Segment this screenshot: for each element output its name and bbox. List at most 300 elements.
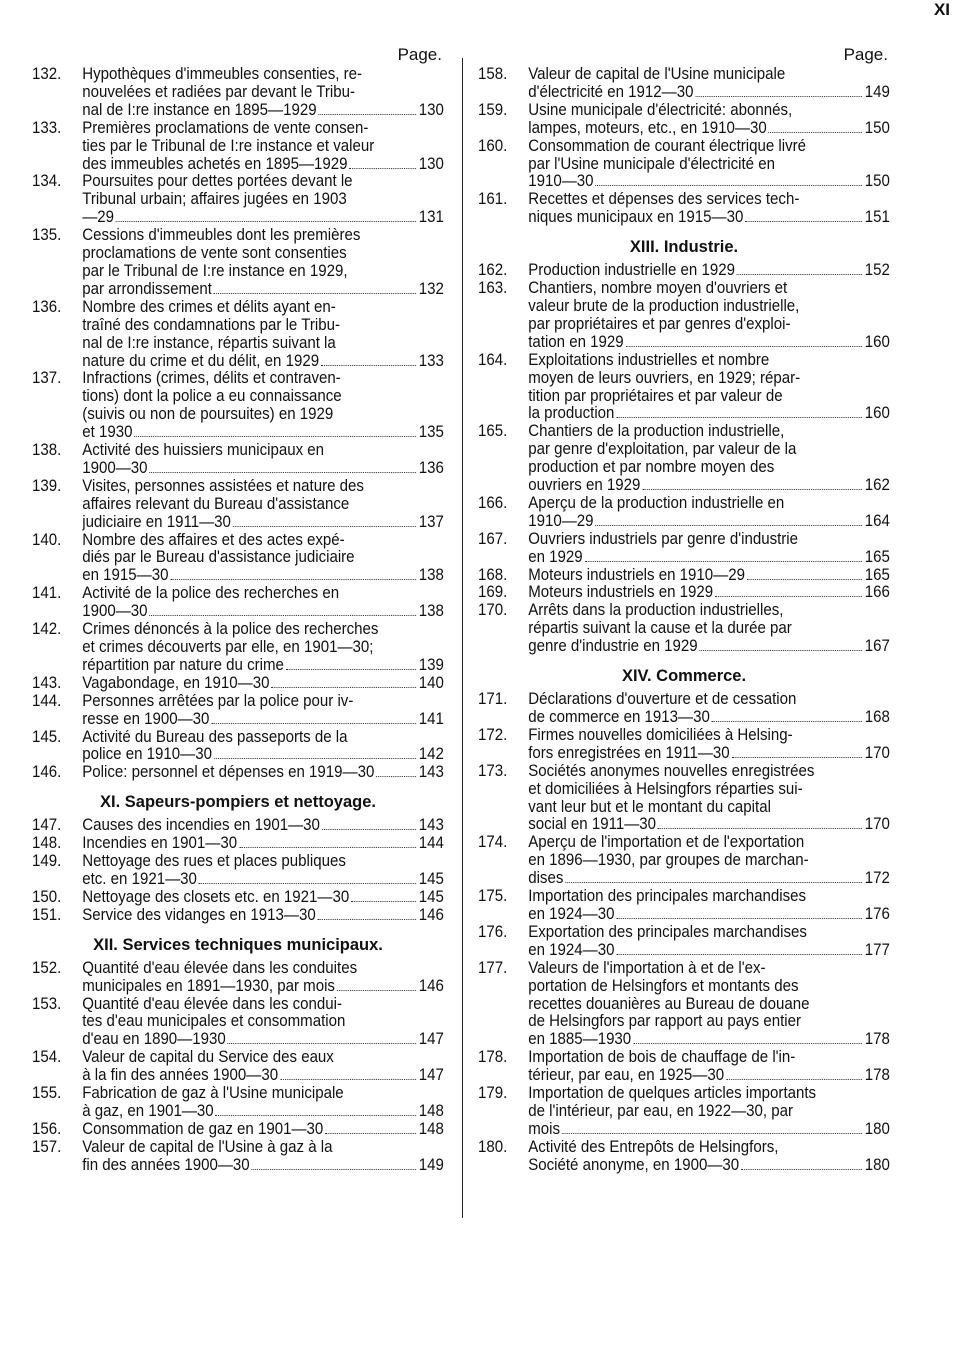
dot-leader [351, 901, 416, 902]
entry-number: 154. [32, 1048, 62, 1067]
entry-last-line [528, 870, 890, 888]
entry-last-line [528, 906, 890, 924]
entry-text-line: Hypothèques d'immeubles consenties, re- [82, 65, 363, 83]
toc-entry [478, 727, 890, 763]
toc-entry [32, 621, 444, 675]
entry-text-line: proclamations de vente sont consenties [82, 244, 347, 263]
entry-last-line [528, 745, 890, 763]
entry-text-line: en 1915—30 [82, 567, 169, 585]
dot-leader [228, 1043, 416, 1044]
entry-text-line: en 1896—1930, par groupes de marchan- [528, 851, 809, 870]
entry-text-line: Nombre des affaires et des actes expé- [82, 530, 345, 549]
entry-last-line [528, 549, 890, 567]
entry-text-line: tes d'eau municipales et consommation [82, 1012, 346, 1031]
entry-last-line [82, 657, 444, 675]
entry-body [528, 102, 890, 138]
toc-entry [478, 191, 890, 227]
entry-body [528, 567, 890, 585]
entry-text-line: par genre d'exploitation, par valeur de la [528, 440, 797, 459]
entry-body [82, 853, 444, 889]
entry-text-line: valeur brute de la production industrielle, [528, 296, 800, 315]
entry-text-line: par arrondissement [82, 280, 212, 298]
entry-text-line: fors enregistrées en 1911—30 [528, 744, 730, 762]
entry-number: 174. [478, 833, 508, 852]
entry-text-line: Activité de la police des recherches en [82, 584, 340, 603]
dot-leader [318, 114, 416, 115]
entry-page-number: 177 [864, 940, 890, 959]
entry-page-number: 137 [418, 512, 444, 531]
toc-entry [32, 442, 444, 478]
entry-page-number: 149 [418, 1155, 444, 1174]
entry-page-number: 165 [864, 547, 890, 566]
toc-entry [32, 693, 444, 729]
entry-text-line: Importation des principales marchandises [528, 887, 807, 906]
entry-text-line: Firmes nouvelles domiciliées à Helsing- [528, 725, 793, 744]
entry-text-line: d'électricité en 1912—30 [528, 83, 694, 101]
left-column [32, 44, 444, 1175]
dot-leader [271, 687, 416, 688]
entry-body [82, 764, 444, 782]
entry-text-line: térieur, par eau, en 1925—30 [528, 1067, 725, 1085]
dot-leader [214, 758, 416, 759]
entry-text-line: Service des vidanges en 1913—30 [82, 906, 316, 924]
entry-body [82, 227, 444, 299]
entry-page-number: 180 [864, 1119, 890, 1138]
dot-leader [233, 526, 416, 527]
toc-entry [32, 1139, 444, 1175]
toc-entry [478, 423, 890, 495]
entry-body [82, 532, 444, 586]
toc-entry [478, 262, 890, 280]
toc-entry [32, 764, 444, 782]
entry-number: 161. [478, 190, 508, 209]
entry-number: 164. [478, 350, 508, 369]
toc-entry [478, 66, 890, 102]
entry-text-line: Consommation de courant électrique livré [528, 136, 807, 155]
entry-last-line [528, 513, 890, 531]
dot-leader [286, 669, 416, 670]
toc-entry [478, 924, 890, 960]
entry-body [528, 262, 890, 280]
entry-number: 152. [32, 958, 62, 977]
entry-page-number: 178 [864, 1066, 890, 1085]
entry-number: 143. [32, 673, 62, 692]
entry-page-number: 139 [418, 655, 444, 674]
entry-last-line [82, 603, 444, 621]
entry-text-line: Poursuites pour dettes portées devant le [82, 172, 353, 191]
entry-last-line [528, 942, 890, 960]
entry-page-number: 148 [418, 1119, 444, 1138]
dot-leader [747, 579, 862, 580]
entry-text-line: Valeur de capital du Service des eaux [82, 1048, 334, 1067]
entry-body [528, 584, 890, 602]
dot-leader [170, 579, 416, 580]
dot-leader [280, 1079, 416, 1080]
entry-body [82, 693, 444, 729]
entry-text-line: 1910—30 [528, 173, 594, 191]
entry-last-line [82, 281, 444, 299]
entry-page-number: 162 [864, 476, 890, 495]
entry-number: 176. [478, 922, 508, 941]
dot-leader [318, 919, 416, 920]
entry-page-number: 170 [864, 743, 890, 762]
entry-body [528, 495, 890, 531]
entry-text-line: Visites, personnes assistées et nature des [82, 476, 364, 495]
dot-leader [149, 615, 416, 616]
entry-page-number: 148 [418, 1101, 444, 1120]
entry-text-line: ouvriers en 1929 [528, 477, 641, 495]
entry-last-line [82, 1031, 444, 1049]
toc-entry [478, 960, 890, 1050]
entry-text-line: et 1930 [82, 424, 133, 442]
toc-entry [32, 960, 444, 996]
dot-leader [211, 723, 416, 724]
entry-text-line: etc. en 1921—30 [82, 870, 197, 888]
entry-number: 156. [32, 1119, 62, 1138]
entry-number: 170. [478, 601, 508, 620]
entry-page-number: 142 [418, 745, 444, 764]
dot-leader [337, 990, 416, 991]
entry-last-line [528, 405, 890, 423]
entry-text-line: Ouvriers industriels par genre d'industrie [528, 529, 799, 548]
entry-text-line: Premières proclamations de vente consen- [82, 118, 369, 137]
dot-leader [216, 1115, 416, 1116]
entry-text-line: Exportation des principales marchandises [528, 922, 807, 941]
entry-body [82, 442, 444, 478]
entry-number: 171. [478, 690, 508, 709]
entry-body [82, 996, 444, 1050]
entry-text-line: Nettoyage des closets etc. en 1921—30 [82, 888, 350, 906]
toc-entry [478, 567, 890, 585]
entry-text-line: des immeubles achetés en 1895—1929 [82, 155, 348, 173]
entry-number: 172. [478, 725, 508, 744]
entry-text-line: Police: personnel et dépenses en 1919—30 [82, 764, 375, 782]
entry-last-line [82, 460, 444, 478]
entry-page-number: 160 [864, 332, 890, 351]
entry-last-line [528, 209, 890, 227]
dot-leader [199, 883, 416, 884]
toc-entry [32, 299, 444, 371]
entry-text-line: Tribunal urbain; affaires jugées en 1903 [82, 190, 347, 209]
entry-number: 163. [478, 279, 508, 298]
entry-last-line [82, 353, 444, 371]
entry-body [82, 173, 444, 227]
entry-number: 173. [478, 761, 508, 780]
entry-page-number: 141 [418, 709, 444, 728]
entry-text-line: répartis suivant la cause et la durée par [528, 619, 792, 638]
toc-entry [32, 370, 444, 442]
entry-text-line: 1910—29 [528, 512, 594, 530]
entry-text-line: vant leur but et le montant du capital [528, 797, 771, 816]
dot-leader [214, 293, 416, 294]
entry-text-line: Usine municipale d'électricité: abonnés, [528, 100, 793, 119]
entry-body [82, 1139, 444, 1175]
entry-body [82, 675, 444, 693]
entry-last-line [82, 675, 444, 693]
entry-text-line: et domiciliées à Helsingfors réparties sui- [528, 779, 803, 798]
entry-text-line: ties par le Tribunal de I:re instance et valeur [82, 136, 375, 155]
entry-page-number: 147 [418, 1066, 444, 1085]
entry-number: 175. [478, 887, 508, 906]
entry-page-number: 167 [864, 637, 890, 656]
entry-last-line [528, 816, 890, 834]
entry-text-line: Sociétés anonymes nouvelles enregistrées [528, 761, 815, 780]
entry-page-number: 146 [418, 976, 444, 995]
entry-number: 165. [478, 422, 508, 441]
toc-entry [32, 853, 444, 889]
entry-text-line: Valeurs de l'importation à et de l'ex- [528, 958, 766, 977]
entry-number: 160. [478, 136, 508, 155]
entry-text-line: niques municipaux en 1915—30 [528, 209, 744, 227]
entry-text-line: police en 1910—30 [82, 746, 212, 764]
entry-text-line: Aperçu de la production industrielle en [528, 493, 785, 512]
entry-text-line: Chantiers de la production industrielle, [528, 422, 785, 441]
entry-body [528, 423, 890, 495]
entry-number: 139. [32, 476, 62, 495]
entry-last-line [82, 567, 444, 585]
entry-last-line [82, 156, 444, 174]
entry-text-line: Cessions d'immeubles dont les premières [82, 226, 361, 245]
entry-last-line [528, 120, 890, 138]
entry-text-line: Valeur de capital de l'Usine à gaz à la [82, 1137, 333, 1156]
dot-leader [642, 489, 862, 490]
section-heading: XIV. Commerce. [621, 667, 747, 686]
entry-page-number: 180 [864, 1155, 890, 1174]
toc-entry [478, 102, 890, 138]
entry-last-line [528, 1031, 890, 1049]
toc-entry [478, 1139, 890, 1175]
entry-text-line: Nettoyage des rues et places publiques [82, 852, 346, 871]
entry-page-number: 144 [418, 834, 444, 853]
entry-body [82, 66, 444, 120]
entry-page-number: 145 [418, 869, 444, 888]
entry-page-number: 145 [418, 887, 444, 906]
entry-body [82, 299, 444, 371]
entry-number: 133. [32, 118, 62, 137]
entry-body [82, 1121, 444, 1139]
entry-last-line [82, 746, 444, 764]
entry-last-line [528, 262, 890, 280]
entry-body [528, 280, 890, 352]
entry-text-line: de Helsingfors par rapport au pays entier [528, 1012, 802, 1031]
entry-page-number: 160 [864, 404, 890, 423]
entry-text-line: portation de Helsingfors et montants des [528, 976, 799, 995]
toc-entry [32, 1121, 444, 1139]
entry-text-line: Recettes et dépenses des services tech- [528, 190, 800, 209]
entry-text-line: et crimes découverts par elle, en 1901—30; [82, 638, 374, 656]
entry-text-line: lampes, moteurs, etc., en 1910—30 [528, 119, 767, 137]
entry-text-line: diés par le Bureau d'assistance judiciaire [82, 548, 355, 567]
entry-text-line: judiciaire en 1911—30 [82, 513, 231, 531]
entry-page-number: 140 [418, 673, 444, 692]
entry-number: 134. [32, 172, 62, 191]
entry-text-line: tation en 1929 [528, 333, 624, 351]
entry-text-line: Personnes arrêtées par la police pour iv- [82, 691, 354, 710]
entry-last-line [82, 514, 444, 532]
entry-text-line: Activité des Entrepôts de Helsingfors, [528, 1137, 779, 1156]
entry-text-line: par propriétaires et par genres d'exploi- [528, 314, 791, 333]
toc-entry [478, 1049, 890, 1085]
entry-page-number: 164 [864, 511, 890, 530]
entry-number: 132. [32, 65, 62, 83]
entry-number: 148. [32, 834, 62, 853]
entry-text-line: —29 [82, 209, 115, 227]
toc-entry [478, 602, 890, 656]
toc-entry [478, 280, 890, 352]
dot-leader [251, 1169, 415, 1170]
toc-entry [32, 889, 444, 907]
entry-text-line: nal de I:re instance, répartis suivant la [82, 333, 336, 352]
entry-body [528, 888, 890, 924]
entry-body [528, 66, 890, 102]
entry-body [528, 1085, 890, 1139]
entry-text-line: Moteurs industriels en 1910—29 [528, 566, 745, 584]
entry-text-line: municipales en 1891—1930, par mois [82, 977, 335, 995]
dot-leader [695, 96, 862, 97]
entry-text-line: tions) dont la police a eu connaissance [82, 387, 342, 406]
entry-text-line: tition par propriétaires et par valeur de [528, 386, 783, 405]
entry-number: 155. [32, 1084, 62, 1103]
entry-text-line: Fabrication de gaz à l'Usine municipale [82, 1084, 344, 1103]
entry-text-line: Exploitations industrielles et nombre [528, 350, 770, 369]
entry-text-line: Crimes dénoncés à la police des recherches [82, 620, 379, 639]
entry-text-line: de commerce en 1913—30 [528, 709, 710, 726]
dot-leader [715, 596, 862, 597]
entry-body [528, 602, 890, 656]
entry-last-line [82, 102, 444, 120]
entry-number: 153. [32, 994, 62, 1013]
entry-body [82, 621, 444, 675]
entry-body [528, 924, 890, 960]
toc-entry [478, 531, 890, 567]
toc-entry [32, 817, 444, 835]
entry-body [82, 960, 444, 996]
entry-page-number: 147 [418, 1030, 444, 1049]
entry-page-number: 133 [418, 351, 444, 370]
entry-number: 162. [478, 261, 508, 280]
entry-number: 137. [32, 369, 62, 388]
dot-leader [658, 828, 862, 829]
entry-text-line: Infractions (crimes, délits et contraven- [82, 369, 341, 388]
toc-entry [32, 66, 444, 120]
entry-page-number: 150 [864, 172, 890, 191]
entry-last-line [528, 477, 890, 495]
entry-number: 151. [32, 905, 62, 924]
dot-leader [626, 346, 862, 347]
entry-last-line [82, 424, 444, 442]
entry-text-line: répartition par nature du crime [82, 656, 284, 674]
page-number: XI [933, 0, 950, 19]
entry-number: 168. [478, 565, 508, 584]
entry-text-line: traîné des condamnations par le Tribu- [82, 315, 340, 334]
entry-text-line: d'eau en 1890—1930 [82, 1031, 226, 1049]
entry-number: 149. [32, 852, 62, 871]
entry-page-number: 172 [864, 869, 890, 888]
entry-number: 144. [32, 691, 62, 710]
entry-last-line [82, 978, 444, 996]
dot-leader [565, 882, 862, 883]
entry-body [528, 138, 890, 192]
entry-text-line: par le Tribunal de I:re instance en 1929, [82, 261, 348, 280]
toc-entry [478, 1085, 890, 1139]
entry-body [82, 835, 444, 853]
toc-entry [32, 120, 444, 174]
dot-leader [712, 721, 862, 722]
entry-number: 157. [32, 1137, 62, 1156]
entry-last-line [528, 1157, 890, 1175]
entry-number: 141. [32, 584, 62, 603]
section-heading: XI. Sapeurs-pompiers et nettoyage. [100, 793, 376, 812]
entry-page-number: 135 [418, 423, 444, 442]
entry-last-line [82, 889, 444, 907]
entry-body [528, 531, 890, 567]
entry-text-line: social en 1911—30 [528, 816, 656, 834]
entry-number: 169. [478, 583, 508, 602]
entry-text-line: moyen de leurs ouvriers, en 1929; répar- [528, 368, 801, 387]
entry-last-line [82, 907, 444, 925]
entry-text-line: (suivis ou non de poursuites) en 1929 [82, 405, 334, 424]
entry-text-line: Consommation de gaz en 1901—30 [82, 1120, 324, 1138]
entry-body [82, 817, 444, 835]
entry-page-number: 131 [418, 208, 444, 227]
entry-body [528, 727, 890, 763]
entry-text-line: Aperçu de l'importation et de l'exportation [528, 833, 805, 852]
entry-text-line: production et par nombre moyen des [528, 458, 775, 477]
column-divider [462, 58, 463, 1218]
entry-last-line [82, 817, 444, 835]
toc-entry [32, 1085, 444, 1121]
entry-text-line: Moteurs industriels en 1929 [528, 584, 714, 602]
entry-body [528, 191, 890, 227]
entry-text-line: genre d'industrie en 1929 [528, 638, 698, 656]
dot-leader [745, 221, 862, 222]
entry-body [82, 370, 444, 442]
entry-text-line: en 1929 [528, 548, 583, 566]
entry-number: 179. [478, 1084, 508, 1103]
entry-page-number: 151 [864, 208, 890, 227]
entry-page-number: 149 [864, 82, 890, 101]
entry-text-line: de l'intérieur, par eau, en 1922—30, par [528, 1101, 794, 1120]
toc-entry [478, 834, 890, 888]
toc-entry [478, 138, 890, 192]
dot-leader [633, 1043, 862, 1044]
toc-entry [32, 227, 444, 299]
toc-entry [32, 1049, 444, 1085]
entry-number: 180. [478, 1137, 508, 1156]
entry-page-number: 130 [418, 154, 444, 173]
dot-leader [584, 561, 861, 562]
entry-text-line: Arrêts dans la production industrielles, [528, 601, 784, 620]
dot-leader [726, 1079, 862, 1080]
entry-number: 167. [478, 529, 508, 548]
entry-text-line: par l'Usine municipale d'électricité en [528, 154, 775, 173]
entry-body [82, 729, 444, 765]
toc-entry [32, 675, 444, 693]
entry-page-number: 150 [864, 118, 890, 137]
entry-number: 150. [32, 887, 62, 906]
entry-last-line [82, 209, 444, 227]
right-column [478, 44, 890, 1175]
dot-leader [741, 1169, 862, 1170]
dot-leader [349, 168, 416, 169]
entry-text-line: Production industrielle en 1929 [528, 262, 735, 280]
entry-last-line [82, 711, 444, 729]
entry-text-line: Activité du Bureau des passeports de la [82, 727, 348, 746]
entry-text-line: recettes douanières au Bureau de douane [528, 994, 810, 1013]
entry-last-line [528, 1067, 890, 1085]
entry-last-line [82, 1157, 444, 1175]
entry-number: 146. [32, 763, 62, 782]
